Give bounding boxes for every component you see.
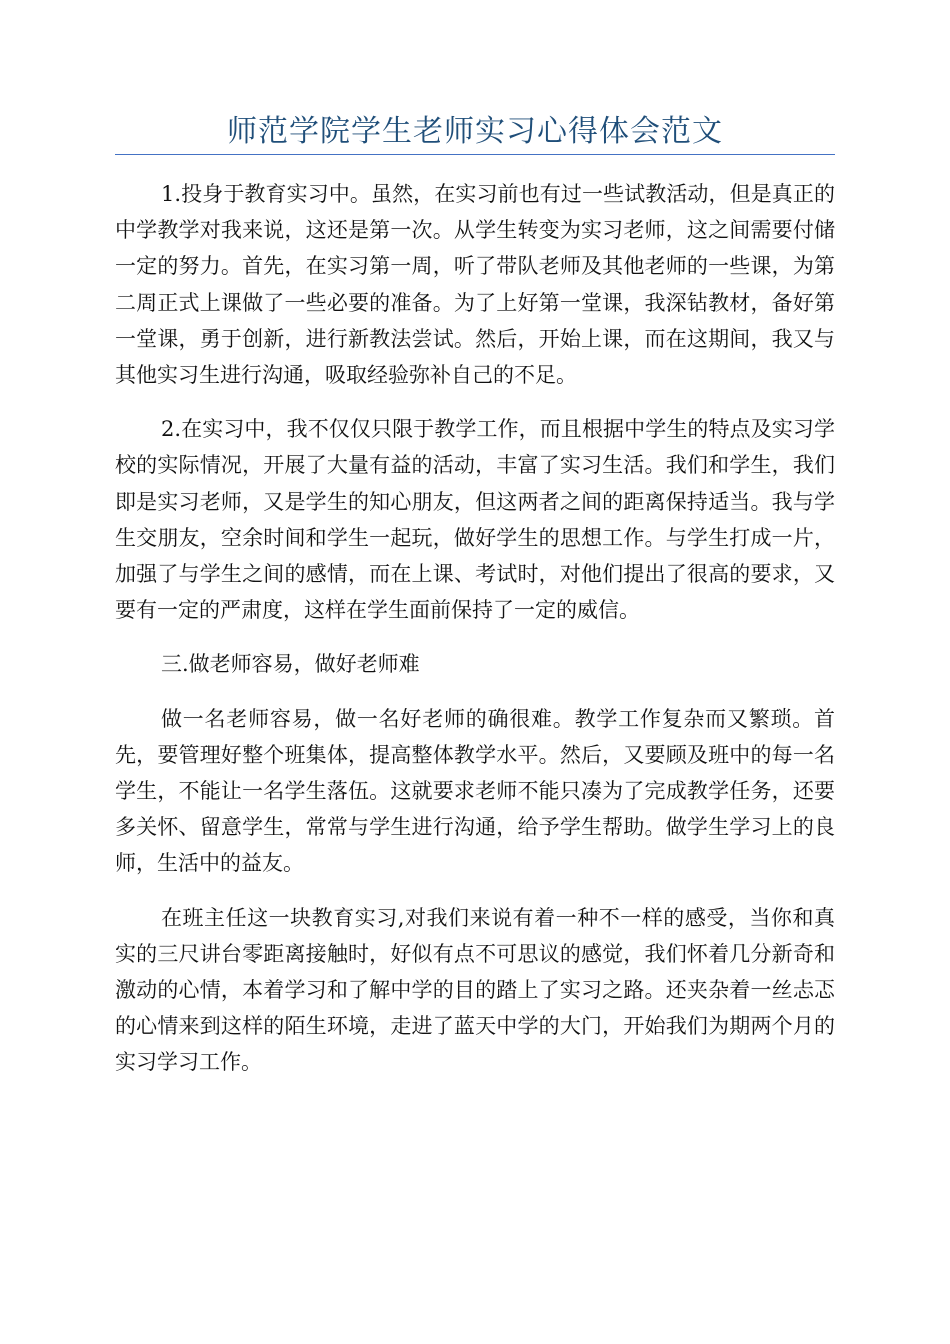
paragraph-2: 2.在实习中，我不仅仅只限于教学工作，而且根据中学生的特点及实习学校的实际情况，开展了大量有益的活动，丰富了实习生活。我们和学生，我们即是实习老师，又是学生的知心朋友，但这两者之间的距离保持适当。我与学生交朋友，空余时间和学生一起玩，做好学生的思想工作。与学生打成一片，加强了与学生之间的感情，而在上课、考试时，对他们提出了很高的要求，又要有一定的严肃度，这样在学生面前保持了一定的威信。 bbox=[115, 417, 835, 623]
section-heading: 三.做老师容易，做好老师难 bbox=[161, 652, 420, 677]
document-title: 师范学院学生老师实习心得体会范文 bbox=[227, 114, 723, 149]
paragraph-3: 做一名老师容易，做一名好老师的确很难。教学工作复杂而又繁琐。首先，要管理好整个班集体，提高整体教学水平。然后，又要顾及班中的每一名学生，不能让一名学生落伍。这就要求老师不能只凑为了完成教学任务，还要多关怀、留意学生，常常与学生进行沟通，给予学生帮助。做学生学习上的良师，生活中的益友。 bbox=[115, 706, 835, 876]
paragraph-1: 1.投身于教育实习中。虽然，在实习前也有过一些试教活动，但是真正的中学教学对我来说，这还是第一次。从学生转变为实习老师，这之间需要付储一定的努力。首先，在实习第一周，听了带队老师及其他老师的一些课，为第二周正式上课做了一些必要的准备。为了上好第一堂课，我深钻教材，备好第一堂课，勇于创新，进行新教法尝试。然后，开始上课，而在这期间，我又与其他实习生进行沟通，吸取经验弥补自己的不足。 bbox=[115, 182, 835, 388]
document-body bbox=[115, 176, 835, 1099]
paragraph-4: 在班主任这一块教育实习,对我们来说有着一种不一样的感受，当你和真实的三尺讲台零距离接触时，好似有点不可思议的感觉，我们怀着几分新奇和激动的心情，本着学习和了解中学的目的踏上了实习之路。还夹杂着一丝忐忑的心情来到这样的陌生环境，走进了蓝天中学的大门，开始我们为期两个月的实习学习工作。 bbox=[115, 905, 835, 1075]
title-underline bbox=[115, 154, 835, 155]
